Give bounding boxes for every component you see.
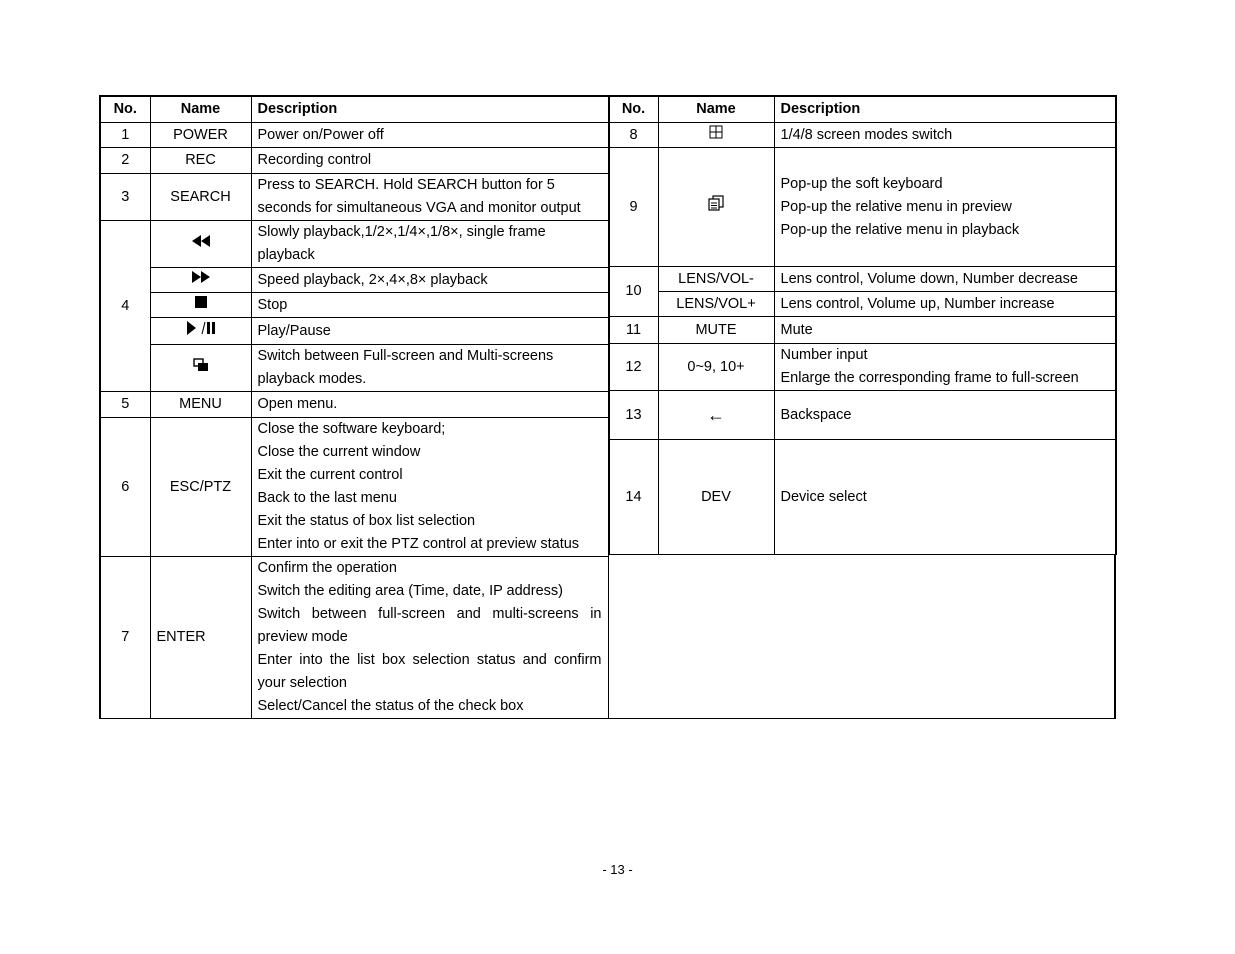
row-no: 10 xyxy=(609,267,658,317)
multi-screen-icon xyxy=(193,358,209,372)
row-icon-cell xyxy=(658,123,774,148)
row-icon-cell xyxy=(150,345,251,392)
row-icon-cell xyxy=(658,148,774,267)
table-row xyxy=(609,344,1116,391)
row-name: DEV xyxy=(658,440,774,555)
table-row xyxy=(100,318,608,345)
row-icon-cell xyxy=(150,293,251,318)
row-description: Recording control xyxy=(251,148,608,174)
row-description: Backspace xyxy=(774,391,1116,440)
row-name: MUTE xyxy=(658,317,774,344)
row-no: 9 xyxy=(609,148,658,267)
row-description: Device select xyxy=(774,440,1116,555)
row-name: POWER xyxy=(150,123,251,148)
row-description: Press to SEARCH. Hold SEARCH button for 5 seconds for simultaneous VGA and monitor output xyxy=(251,174,608,221)
play-pause-icon xyxy=(186,321,216,335)
table-row xyxy=(100,148,608,174)
header-description: Description xyxy=(251,96,608,123)
row-no: 11 xyxy=(609,317,658,344)
table-row xyxy=(609,440,1116,555)
keyboard-popup-icon xyxy=(708,195,724,211)
row-no: 14 xyxy=(609,440,658,555)
row-description: Speed playback, 2×,4×,8× playback xyxy=(251,268,608,293)
table-row xyxy=(100,174,608,221)
row-description: Close the software keyboard; Close the current window Exit the current control Back to the last menu Exit the status of box list selection Enter into or exit the PTZ control at preview status xyxy=(251,418,608,557)
row-no: 12 xyxy=(609,344,658,391)
row-name: LENS/VOL+ xyxy=(658,292,774,317)
row-description: Power on/Power off xyxy=(251,123,608,148)
button-function-table xyxy=(99,95,1114,719)
row-description: Open menu. xyxy=(251,392,608,418)
row-description: Switch between Full-screen and Multi-screens playback modes. xyxy=(251,345,608,392)
right-table xyxy=(609,95,1118,555)
header-no: No. xyxy=(100,96,150,123)
row-description: Mute xyxy=(774,317,1116,344)
row-no: 13 xyxy=(609,391,658,440)
table-row xyxy=(609,317,1116,344)
row-icon-cell xyxy=(150,318,251,345)
row-name: LENS/VOL- xyxy=(658,267,774,292)
table-row xyxy=(609,148,1116,267)
rewind-icon xyxy=(191,234,211,248)
row-name: ESC/PTZ xyxy=(150,418,251,557)
table-row xyxy=(609,267,1116,292)
row-description: Pop-up the soft keyboard Pop-up the relative menu in preview Pop-up the relative menu in playback xyxy=(774,148,1116,267)
row-no: 8 xyxy=(609,123,658,148)
header-no: No. xyxy=(609,96,658,123)
row-description: Slowly playback,1/2×,1/4×,1/8×, single frame playback xyxy=(251,221,608,268)
table-row xyxy=(609,123,1116,148)
empty-cell xyxy=(609,555,1116,719)
row-icon-cell xyxy=(150,221,251,268)
row-description: Play/Pause xyxy=(251,318,608,345)
row-description: Stop xyxy=(251,293,608,318)
table-row xyxy=(100,293,608,318)
row-no: 6 xyxy=(100,418,150,557)
table-row xyxy=(609,391,1116,440)
row-no: 5 xyxy=(100,392,150,418)
table-row xyxy=(100,392,608,418)
row-description: Number input Enlarge the corresponding frame to full-screen xyxy=(774,344,1116,391)
table-row xyxy=(100,268,608,293)
table-row xyxy=(100,557,608,719)
row-name: SEARCH xyxy=(150,174,251,221)
table-row xyxy=(100,418,608,557)
header-name: Name xyxy=(150,96,251,123)
row-no: 2 xyxy=(100,148,150,174)
row-description: Confirm the operation Switch the editing area (Time, date, IP address) Switch between full-screen and multi-screens in preview mode Enter into the list box selection status and confirm your selection Select/Cancel the status of the check box xyxy=(251,557,608,719)
row-description: 1/4/8 screen modes switch xyxy=(774,123,1116,148)
table-row xyxy=(100,345,608,392)
left-table xyxy=(99,95,609,719)
row-no: 1 xyxy=(100,123,150,148)
table-row xyxy=(100,123,608,148)
row-name: ENTER xyxy=(150,557,251,719)
row-name: MENU xyxy=(150,392,251,418)
row-description: Lens control, Volume up, Number increase xyxy=(774,292,1116,317)
row-no: 4 xyxy=(100,221,150,392)
row-name: 0~9, 10+ xyxy=(658,344,774,391)
row-icon-cell xyxy=(150,268,251,293)
stop-icon xyxy=(194,295,208,309)
row-no: 3 xyxy=(100,174,150,221)
grid-icon xyxy=(709,125,723,139)
row-description: Lens control, Volume down, Number decrease xyxy=(774,267,1116,292)
page-number: - 13 - xyxy=(602,862,633,877)
row-name: REC xyxy=(150,148,251,174)
table-row xyxy=(100,221,608,268)
table-row xyxy=(609,292,1116,317)
header-name: Name xyxy=(658,96,774,123)
fast-forward-icon xyxy=(191,270,211,284)
row-no: 7 xyxy=(100,557,150,719)
row-name: ← xyxy=(658,391,774,440)
header-description: Description xyxy=(774,96,1116,123)
